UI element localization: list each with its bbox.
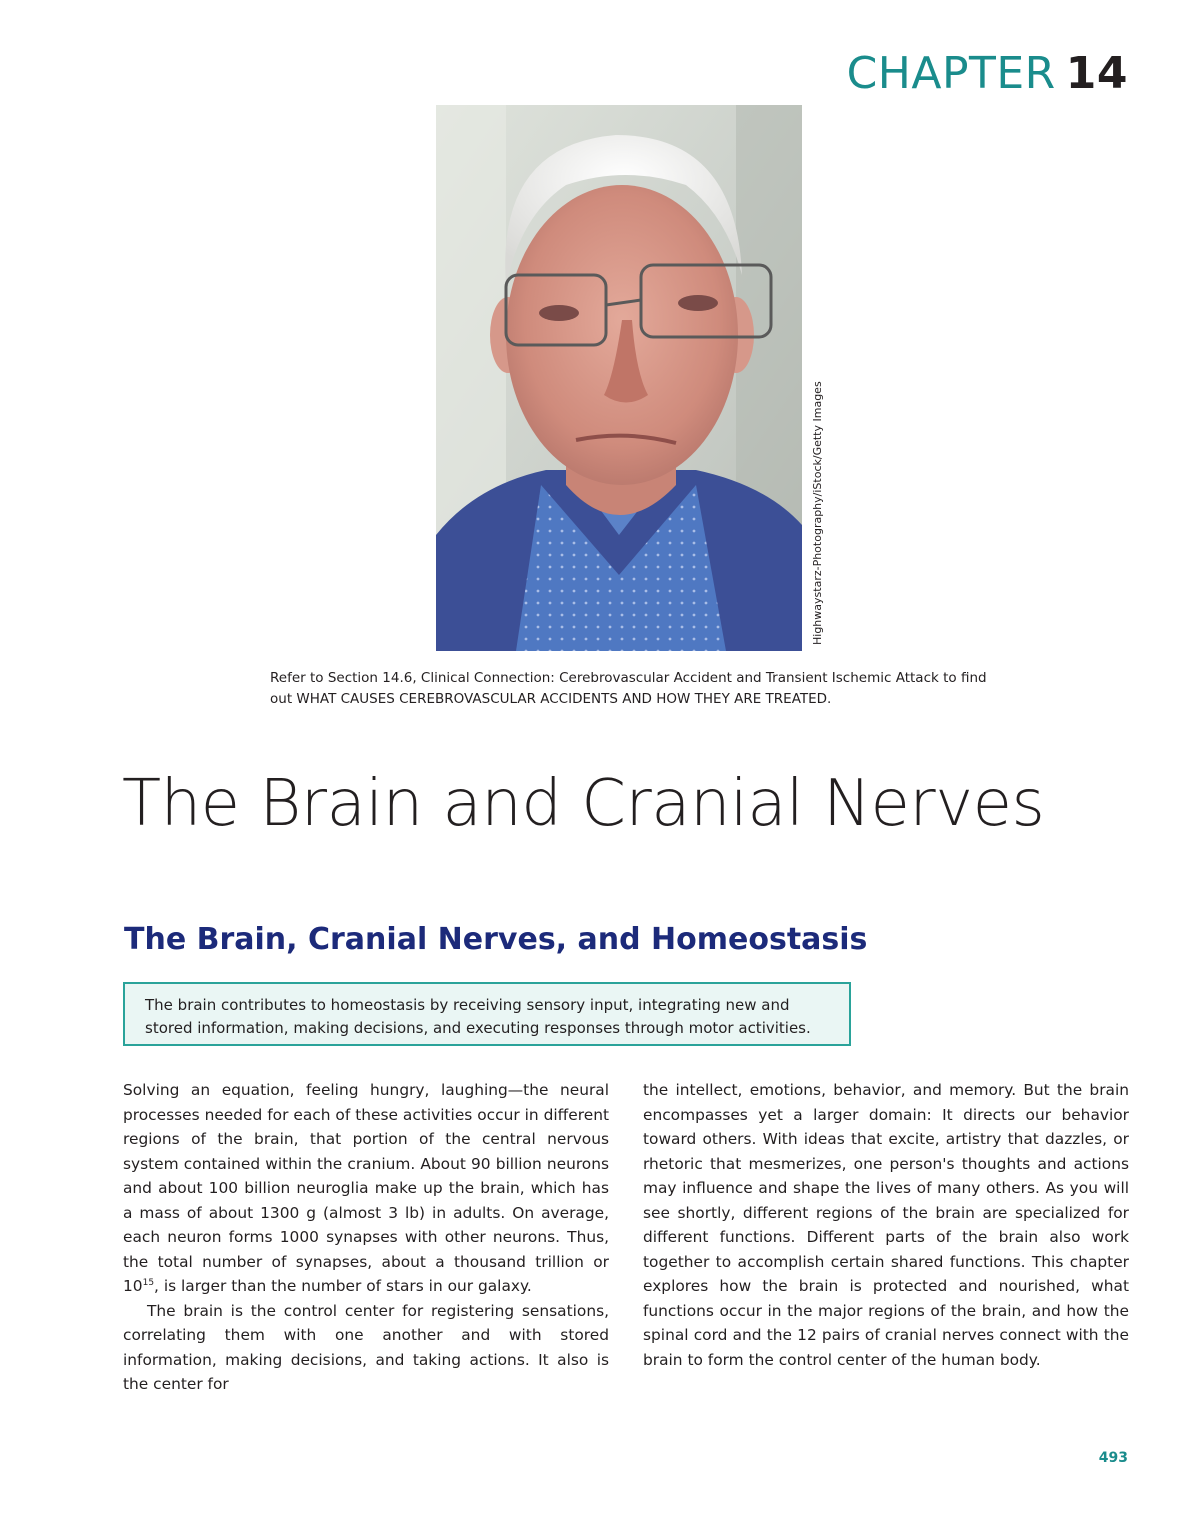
page-number: 493 <box>1098 1450 1128 1466</box>
section-heading: The Brain, Cranial Nerves, and Homeostasis <box>124 922 868 957</box>
body-column-left <box>123 1078 609 1397</box>
body-column-right <box>643 1078 1129 1372</box>
chapter-number: 14 <box>1065 48 1128 99</box>
homeostasis-summary-box: The brain contributes to homeostasis by receiving sensory input, integrating new and stored information, making decisions, and executing responses through motor activities. <box>123 982 851 1046</box>
photo-caption: Refer to Section 14.6, Clinical Connection: Cerebrovascular Accident and Transient Ischemic Attack to find out WHAT CAUSES CEREBROVASCULAR ACCIDENTS AND HOW THEY ARE TREATED. <box>270 670 987 707</box>
exponent: 15 <box>142 1277 155 1288</box>
chapter-title: The Brain and Cranial Nerves <box>122 767 1045 841</box>
body-paragraph-1: Solving an equation, feeling hungry, laughing—the neural processes needed for each of these activities occur in different regions of the brain, that portion of the central nervous system contained within the cranium. About 90 billion neurons and about 100 billion neuroglia make up the brain, which has a mass of about 1300 g (almost 3 lb) in adults. On average, each neuron forms 1000 synapses with other neurons. Thus, the total number of synapses, about a thousand trillion or $10^{15}$, is larger than the number of stars in our galaxy. <box>123 1081 609 1295</box>
photo-credit: Highwaystarz-Photography/iStock/Getty Images <box>811 381 824 645</box>
chapter-word: CHAPTER <box>846 48 1056 99</box>
body-paragraph-2-continued: the intellect, emotions, behavior, and memory. But the brain encompasses yet a larger domain: It directs our behavior toward others. With ideas that excite, artistry that dazzles, or rhetoric that mesmerizes, one person's thoughts and actions may influence and shape the lives of many others. As you will see shortly, different regions of the brain are specialized for different functions. Different parts of the brain also work together to accomplish certain shared functions. This chapter explores how the brain is protected and nourished, what functions occur in the major regions of the brain, and how the spinal cord and the 12 pairs of cranial nerves connect with the brain to form the control center of the human body. <box>643 1081 1129 1369</box>
body-paragraph-2: The brain is the control center for registering sensations, correlating them with one another and with stored information, making decisions, and taking actions. It also is the center for <box>123 1301 609 1393</box>
chapter-opener-photo <box>436 105 802 651</box>
chapter-label <box>847 48 1128 100</box>
